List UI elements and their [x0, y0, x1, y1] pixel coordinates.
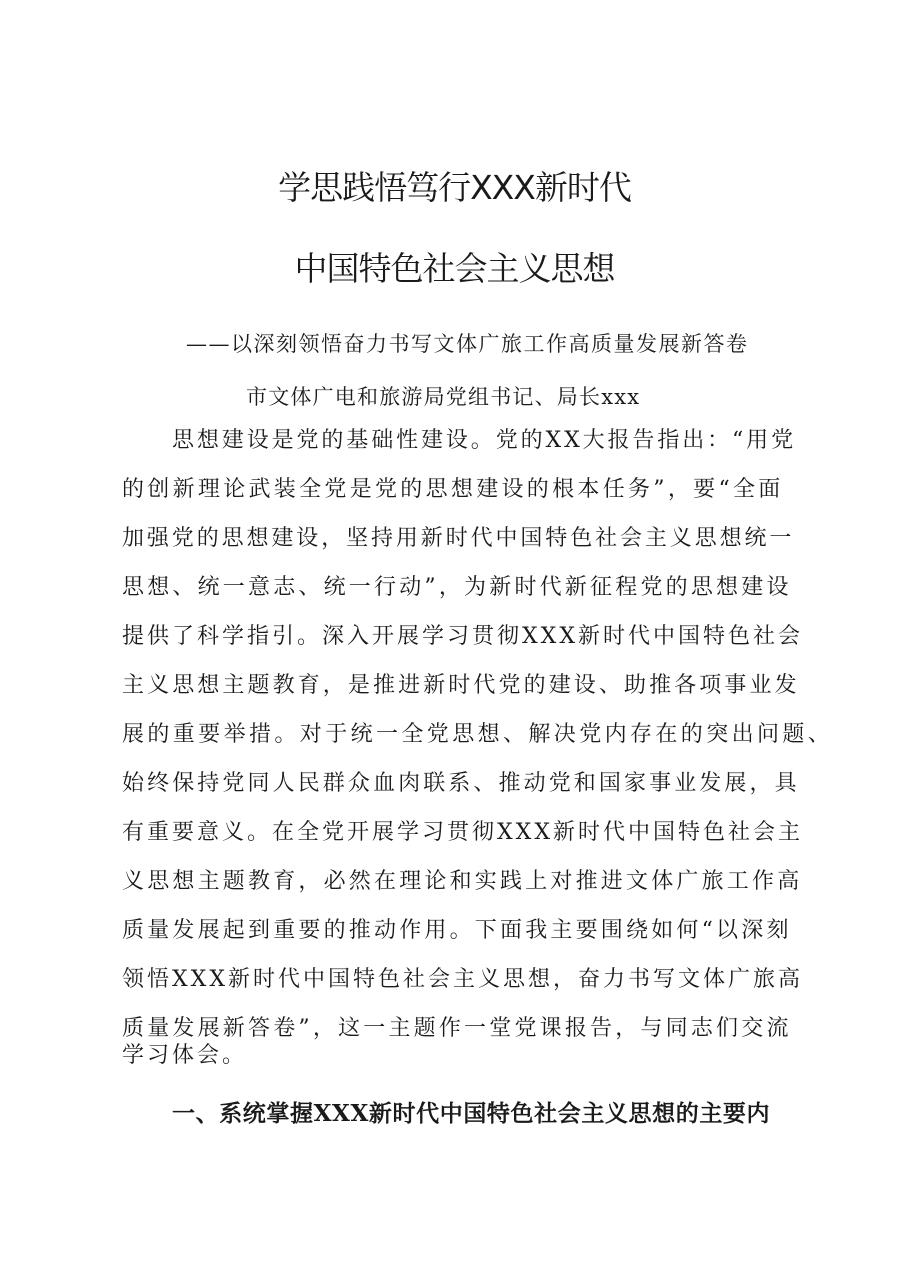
title-line-2: 中国特色社会主义思想: [294, 249, 615, 288]
body-line: 学习体会。: [122, 1043, 248, 1068]
author-line: 市文体广电和旅游局党组书记、局长xxx: [246, 385, 641, 409]
body-line: 加强党的思想建设，坚持用新时代中国特色社会主义思想统一: [122, 526, 795, 551]
body-line: 质量发展起到重要的推动作用。下面我主要围绕如何“以深刻: [122, 918, 792, 943]
subtitle: ——以深刻领悟奋力书写文体广旅工作高质量发展新答卷: [186, 332, 749, 356]
body-line: 思想、统一意志、统一行动”，为新时代新征程党的思想建设: [122, 575, 792, 600]
body-line: 始终保持党同人民群众血肉联系、推动党和国家事业发展，具: [122, 771, 800, 796]
title-line-1: 学思践悟笃行XXX新时代: [278, 168, 631, 207]
body-line: 主义思想主题教育，是推进新时代党的建设、助推各项事业发: [122, 673, 800, 698]
body-line: 义思想主题教育，必然在理论和实践上对推进文体广旅工作高: [122, 869, 803, 894]
body-line: 有重要意义。在全党开展学习贯彻XXX新时代中国特色社会主: [122, 820, 803, 845]
body-line: 提供了科学指引。深入开展学习贯彻XXX新时代中国特色社会: [122, 624, 803, 649]
body-line: 领悟XXX新时代中国特色社会主义思想，奋力书写文体广旅高: [122, 967, 803, 992]
body-line: 质量发展新答卷”，这一主题作一堂党课报告，与同志们交流: [122, 1016, 792, 1041]
body-line: 展的重要举措。对于统一全党思想、解决党内存在的突出问题、: [122, 722, 834, 747]
section-heading: 一、系统掌握XXX新时代中国特色社会主义思想的主要内: [172, 1100, 771, 1127]
body-line: 的创新理论武装全党是党的思想建设的根本任务”，要“全面: [122, 477, 784, 502]
body-line: 思想建设是党的基础性建设。党的XX大报告指出：“用党: [172, 428, 796, 453]
